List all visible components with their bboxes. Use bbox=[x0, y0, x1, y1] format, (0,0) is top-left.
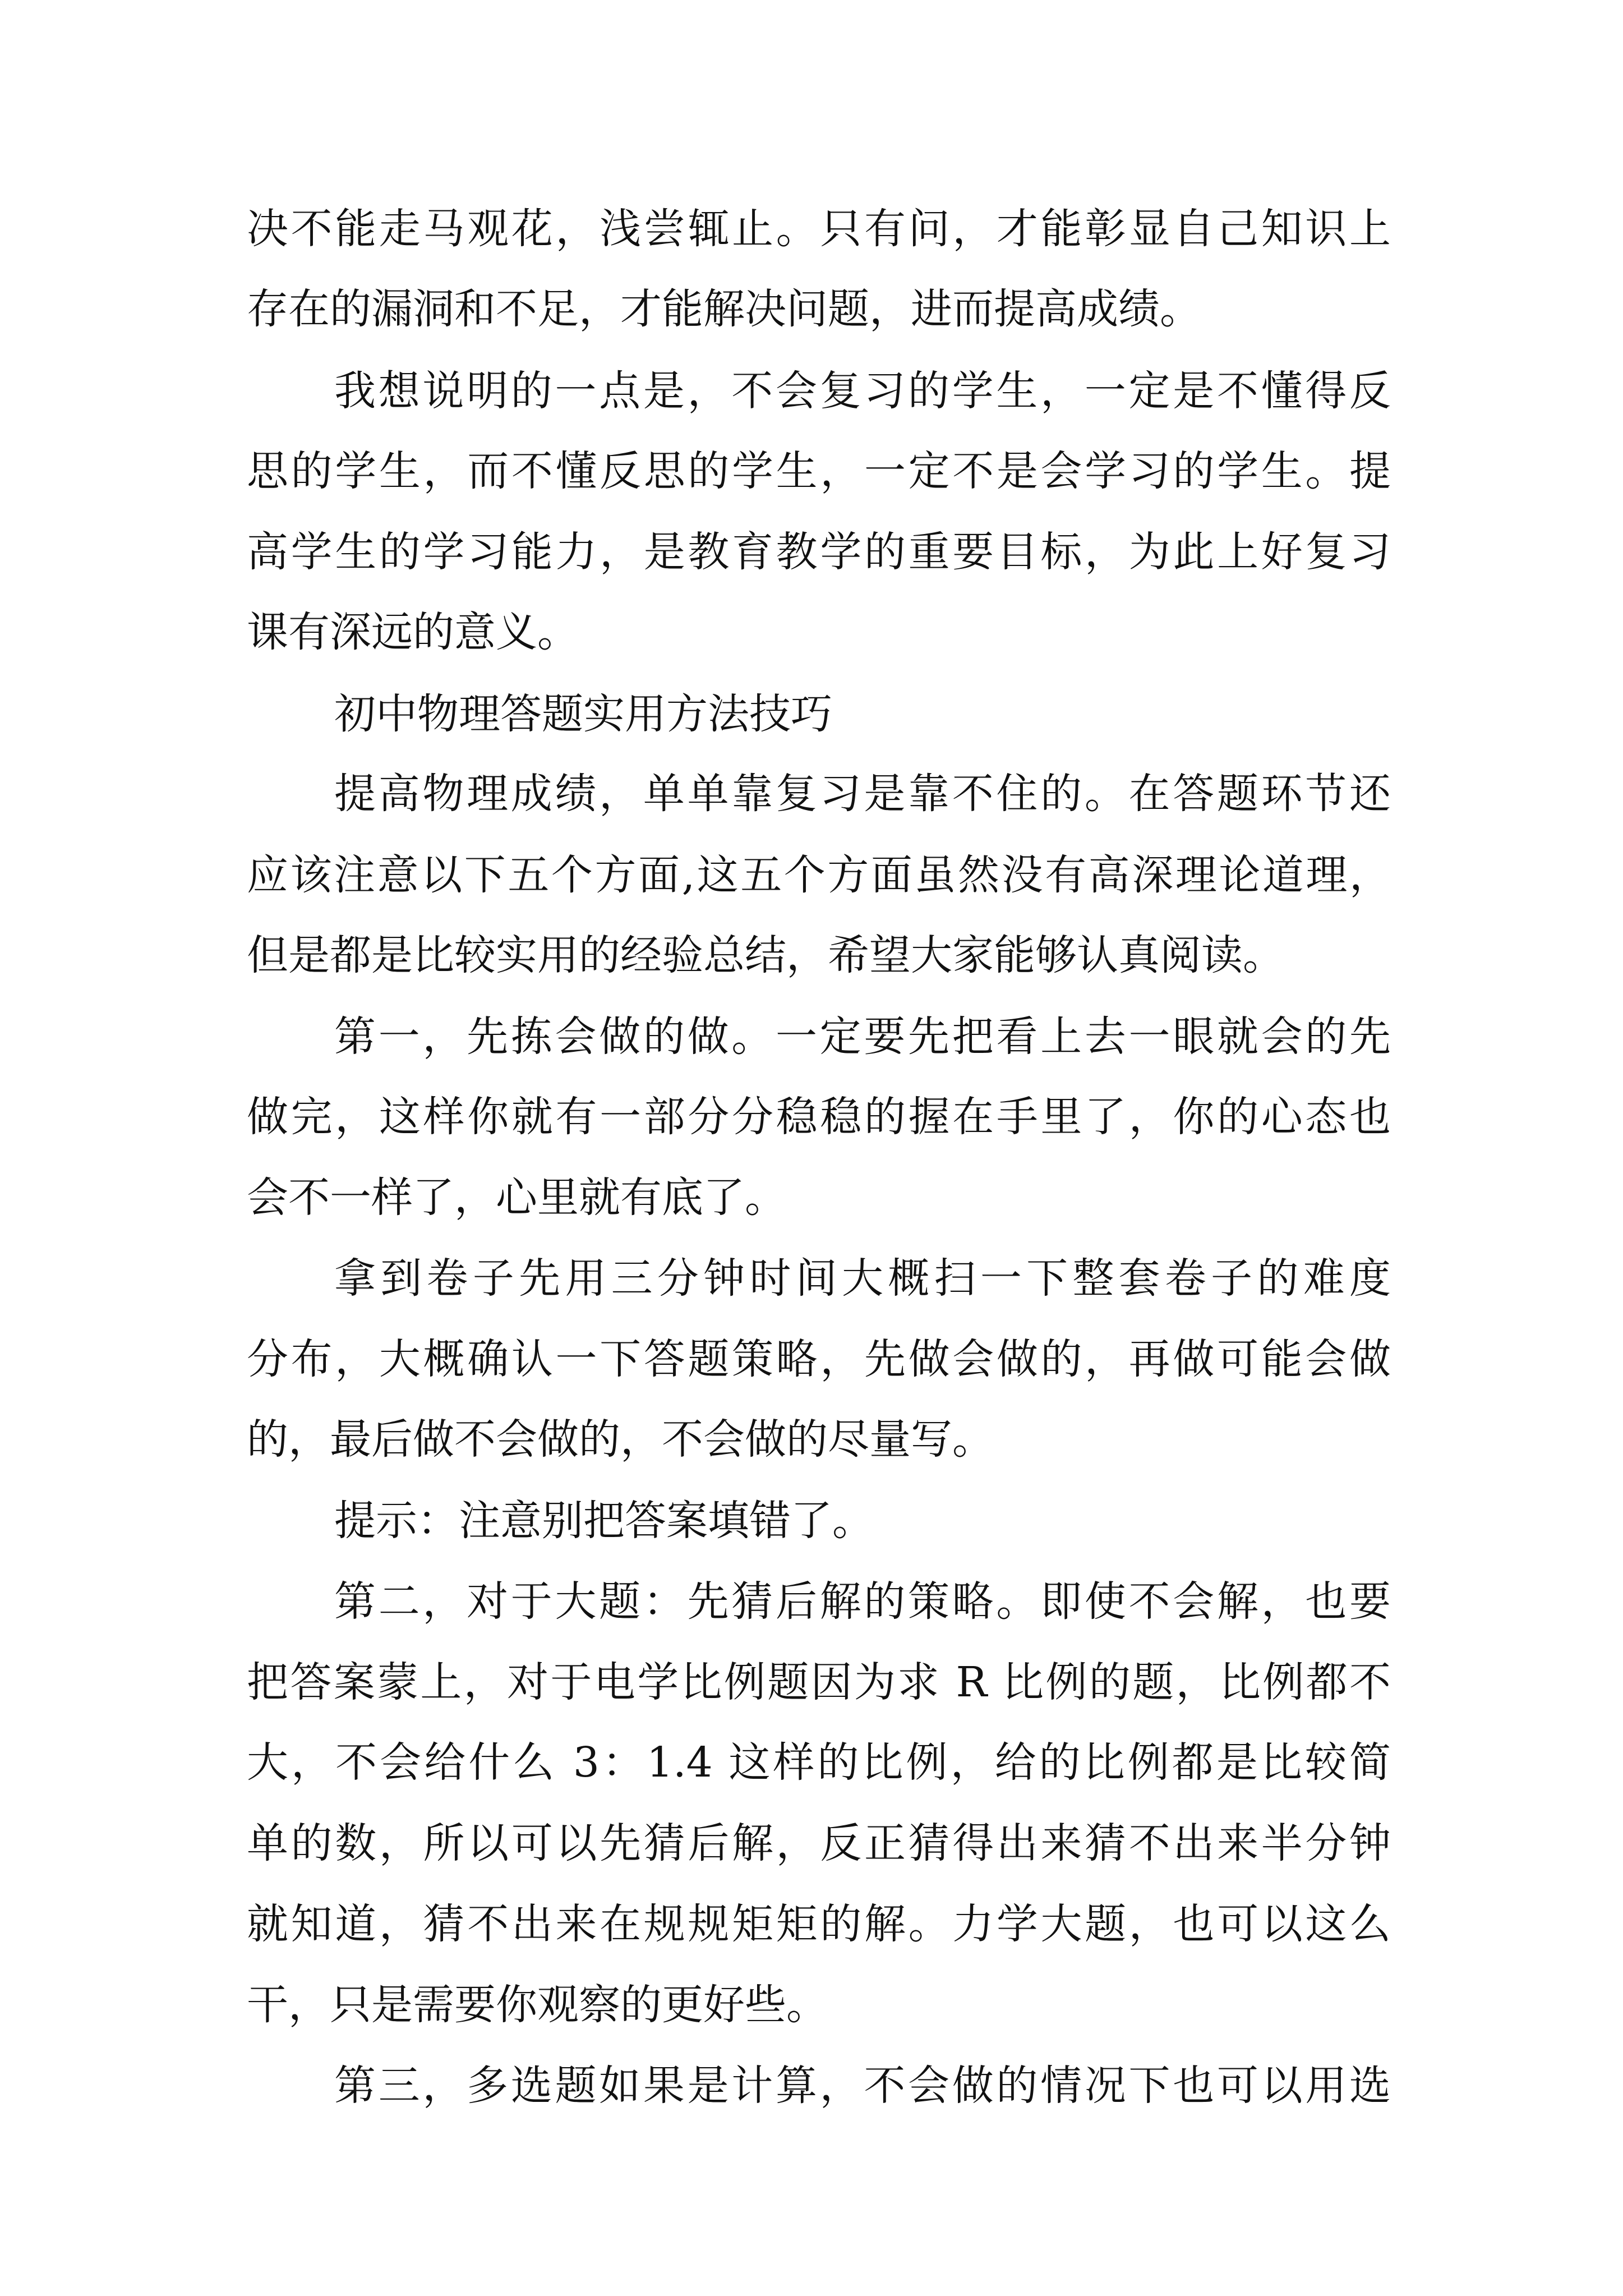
paragraph-first-line: 提高物理成绩，单单靠复习是靠不住的。在答题环节还 bbox=[334, 770, 1391, 818]
text-line: 单的数，所以可以先猜后解，反正猜得出来猜不出来半分钟 bbox=[247, 1819, 1391, 1867]
text-line: 存在的漏洞和不足，才能解决问题，进而提高成绩。 bbox=[247, 285, 1201, 333]
text-line: 分布，大概确认一下答题策略，先做会做的，再做可能会做 bbox=[247, 1335, 1391, 1383]
paragraph-first-line: 提示：注意别把答案填错了。 bbox=[334, 1497, 874, 1545]
paragraph-first-line: 第三，多选题如果是计算，不会做的情况下也可以用选 bbox=[334, 2062, 1391, 2110]
text-line: 决不能走马观花，浅尝辄止。只有问，才能彰显自己知识上 bbox=[247, 205, 1391, 253]
text-line: 干，只是需要你观察的更好些。 bbox=[247, 1981, 828, 2029]
paragraph-first-line: 第二，对于大题：先猜后解的策略。即使不会解，也要 bbox=[334, 1577, 1391, 1626]
text-line: 课有深远的意义。 bbox=[247, 608, 579, 656]
text-line: 就知道，猜不出来在规规矩矩的解。力学大题，也可以这么 bbox=[247, 1900, 1391, 1948]
paragraph-first-line: 第一，先拣会做的做。一定要先把看上去一眼就会的先 bbox=[334, 1013, 1391, 1061]
text-line: 应该注意以下五个方面,这五个方面虽然没有高深理论道理， bbox=[247, 851, 1391, 899]
text-line: 做完，这样你就有一部分分稳稳的握在手里了，你的心态也 bbox=[247, 1093, 1391, 1141]
text-line: 大，不会给什么 3：1.4 这样的比例，给的比例都是比较简 bbox=[247, 1738, 1391, 1787]
text-line: 的，最后做不会做的，不会做的尽量写。 bbox=[247, 1415, 994, 1464]
text-line: 思的学生，而不懂反思的学生，一定不是会学习的学生。提 bbox=[247, 447, 1391, 495]
text-line: 但是都是比较实用的经验总结，希望大家能够认真阅读。 bbox=[247, 931, 1284, 979]
paragraph-first-line: 我想说明的一点是，不会复习的学生，一定是不懂得反 bbox=[334, 367, 1391, 415]
text-line: 高学生的学习能力，是教育教学的重要目标，为此上好复习 bbox=[247, 528, 1391, 576]
section-heading: 初中物理答题实用方法技巧 bbox=[334, 690, 832, 738]
text-line: 会不一样了，心里就有底了。 bbox=[247, 1174, 786, 1222]
text-line: 把答案蒙上，对于电学比例题因为求 R 比例的题，比例都不 bbox=[247, 1658, 1391, 1706]
paragraph-first-line: 拿到卷子先用三分钟时间大概扫一下整套卷子的难度 bbox=[334, 1254, 1391, 1303]
